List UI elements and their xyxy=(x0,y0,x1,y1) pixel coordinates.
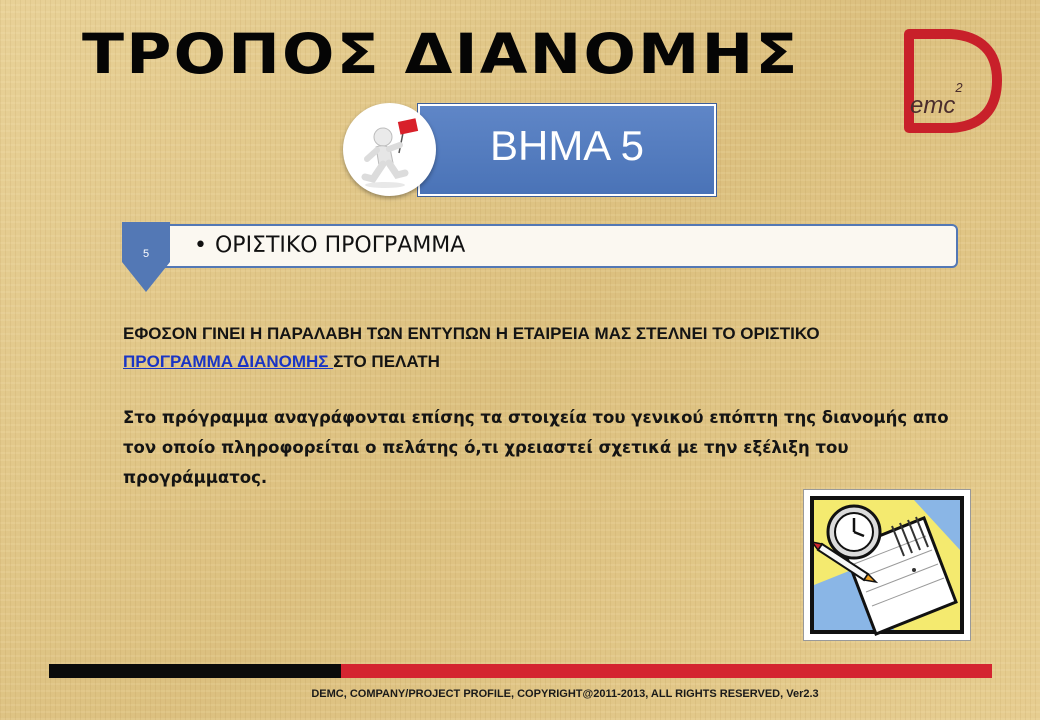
paragraph-supervisor: Στο πρόγραμμα αναγράφονται επίσης τα στοιχεία του γενικού επόπτη της διανομής απο τον οποίο πληροφορείται ο πελάτης ό,τι χρειαστεί σχετικά με την εξέλιξη του προγράμματος. xyxy=(123,408,949,487)
paragraph-delivery: ΕΦΟΣΟΝ ΓΙΝΕΙ Η ΠΑΡΑΛΑΒΗ ΤΩΝ ΕΝΤΥΠΩΝ Η ΕΤΑΙΡΕΙΑ ΜΑΣ ΣΤΕΛΝΕΙ ΤΟ ΟΡΙΣΤΙΚΟ ΠΡΟΓΡΑΜΜΑ ΔΙΑΝΟΜΗΣ ΣΤΟ ΠΕΛΑΤΗ xyxy=(123,324,820,371)
figure-with-flag-icon xyxy=(343,103,436,196)
bullet-bar xyxy=(150,224,958,268)
step-label: ΒΗΜΑ 5 xyxy=(489,122,645,169)
slide-title: ΤΡΟΠΟΣ ΔΙΑΝΟΜΗΣ xyxy=(82,22,800,86)
logo-text: emc$^2$ xyxy=(910,80,963,119)
step-box xyxy=(418,104,716,196)
bullet-text: • ΟΡΙΣΤΙΚΟ ΠΡΟΓΡΑΜΜΑ xyxy=(194,233,466,258)
clipboard-clock-pen-icon xyxy=(803,489,971,641)
step-tag-number: 5 xyxy=(142,248,150,260)
footer-copyright: DEMC, COMPANY/PROJECT PROFILE, COPYRIGHT@2011-2013, ALL RIGHTS RESERVED, Ver2.3 xyxy=(311,688,819,700)
footer-bar-red xyxy=(341,664,992,678)
distribution-program-link[interactable]: ΠΡΟΓΡΑΜΜΑ ΔΙΑΝΟΜΗΣ xyxy=(123,352,334,371)
footer-bar-black xyxy=(49,664,341,678)
